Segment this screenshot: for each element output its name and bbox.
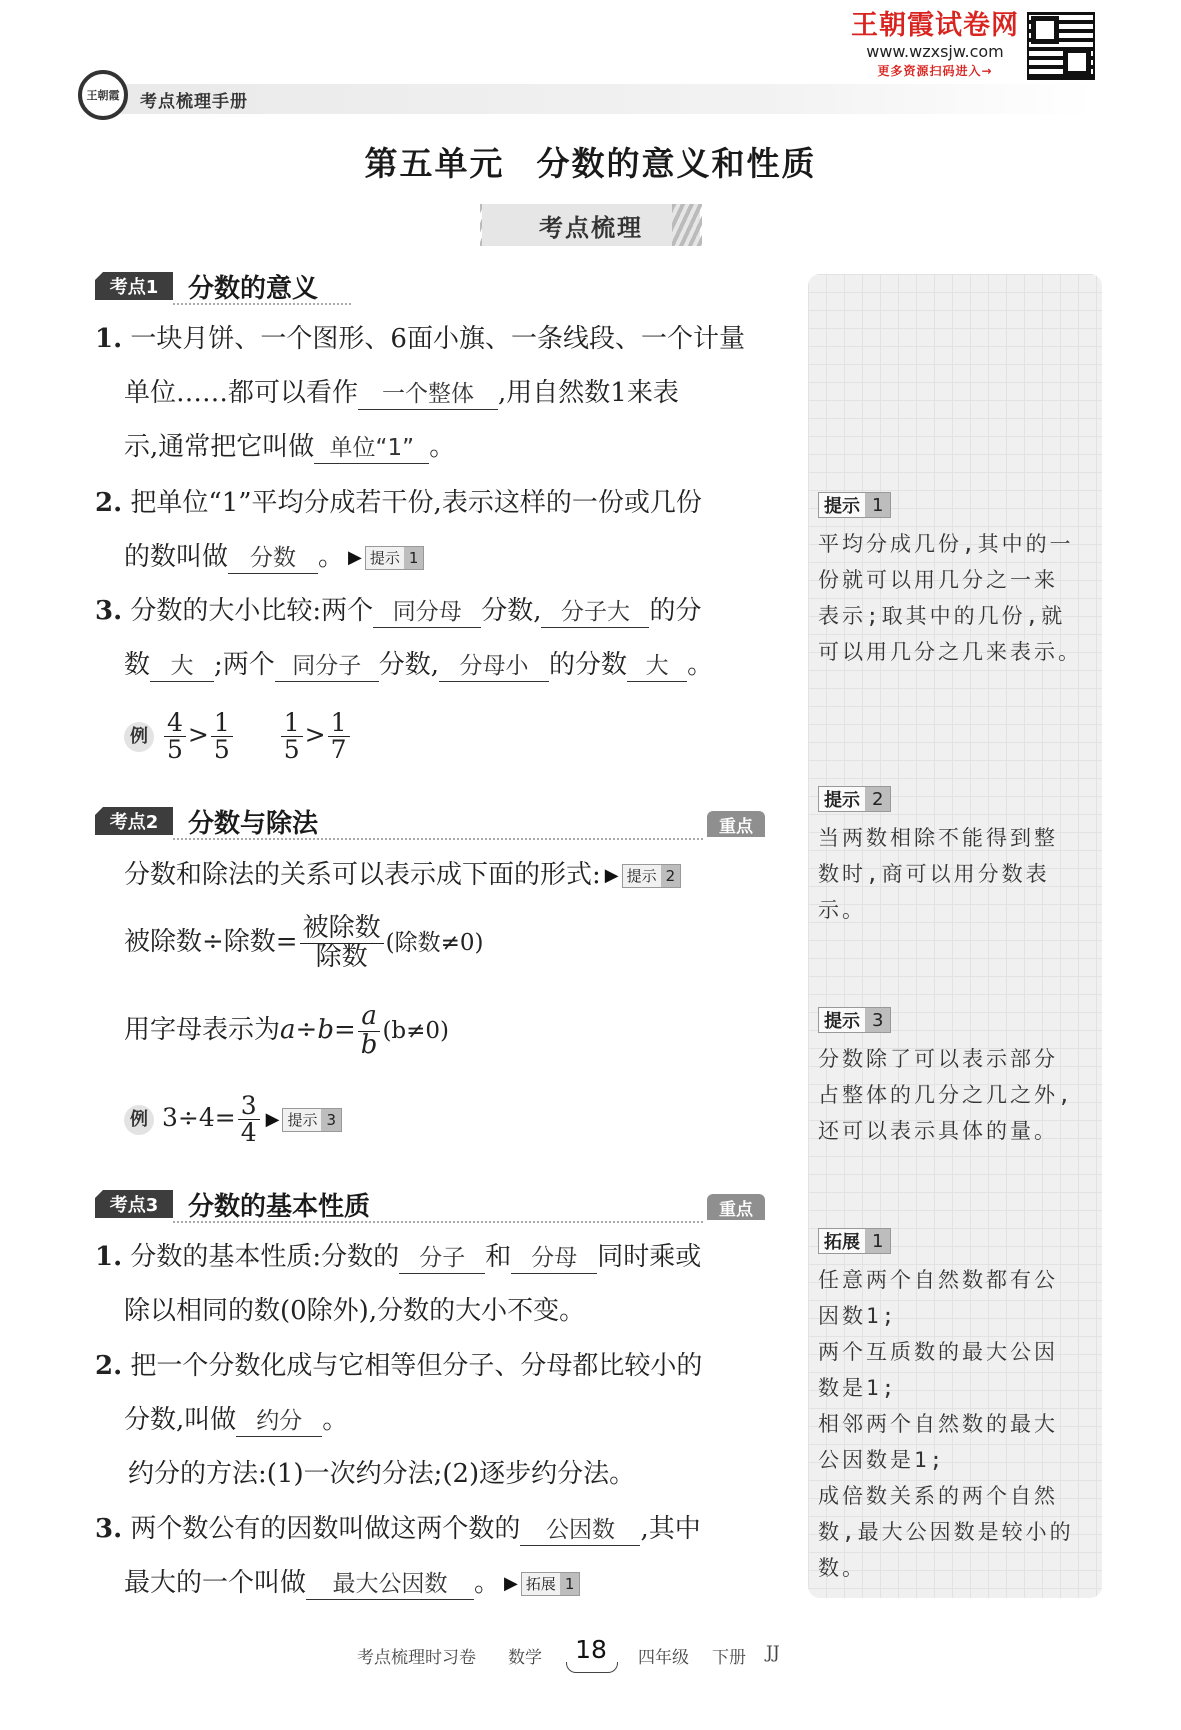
ref-number: 1 — [560, 1573, 580, 1595]
page-number: 18 — [566, 1635, 616, 1673]
topic-name: 分数与除法 — [188, 809, 319, 839]
numerator: 1 — [328, 710, 350, 737]
text: 和 — [485, 1242, 512, 1272]
key-point-badge: 重点 — [707, 811, 765, 837]
c1-example — [124, 706, 352, 764]
text: 。 — [429, 432, 456, 462]
footer-edition: JJ — [766, 1643, 780, 1663]
topic-name: 分数的基本性质 — [188, 1192, 371, 1222]
c3-line-2: 除以相同的数(0除外),分数的大小不变。 — [124, 1296, 586, 1326]
answer-blank: 大 — [150, 651, 214, 682]
denominator: 5 — [213, 735, 230, 764]
numerator: 被除数 — [300, 915, 384, 943]
denominator: 4 — [240, 1118, 257, 1147]
ref-label: 拓展 — [525, 1575, 556, 1593]
qr-code-icon[interactable] — [1027, 12, 1095, 80]
c3-line-5: 约分的方法:(1)一次约分法;(2)逐步约分法。 — [128, 1459, 636, 1489]
text: 分数, — [481, 596, 542, 626]
c2-line-1 — [124, 858, 681, 893]
ref-label: 提示 — [369, 549, 400, 567]
play-arrow-icon: ▶ — [504, 1573, 518, 1594]
hint-body — [818, 1041, 1098, 1149]
hint-line: 成倍数关系的两个自然 — [818, 1484, 1058, 1508]
denominator: 除数 — [315, 941, 368, 972]
hint-label: 拓展 — [824, 1232, 860, 1253]
text: (b≠0) — [382, 1018, 450, 1044]
topic-rule — [173, 303, 351, 305]
topic-tag: 考点3 — [95, 1190, 173, 1218]
gt-sign: > — [187, 720, 209, 749]
c3-line-6 — [95, 1512, 701, 1546]
var-a: a — [280, 1015, 296, 1045]
c1-line-3 — [124, 430, 455, 464]
hint-body — [818, 820, 1098, 928]
ref-pill[interactable] — [365, 546, 425, 570]
text: 的数叫做 — [124, 542, 229, 572]
text: 把单位“1”平均分成若干份,表示这样的一份或几份 — [130, 488, 702, 518]
ref-pill[interactable] — [521, 1572, 581, 1596]
text: 单位……都可以看作 — [124, 378, 359, 408]
text: 被除数÷除数= — [124, 927, 298, 957]
denominator: 5 — [283, 735, 300, 764]
ref-pill[interactable] — [622, 864, 682, 888]
hint-line: 示。 — [818, 898, 866, 922]
answer-blank: 公因数 — [520, 1515, 640, 1546]
c1-line-5 — [124, 540, 424, 575]
hint-line: 两个互质数的最大公因 — [818, 1340, 1058, 1364]
topic-heading-1 — [95, 272, 351, 306]
eq-sign: = — [333, 1015, 356, 1045]
answer-blank: 分子 — [399, 1243, 485, 1274]
item-number: 3. — [95, 596, 123, 626]
ref-number: 1 — [404, 547, 424, 569]
hint-number: 1 — [865, 493, 890, 517]
ref-pill[interactable] — [282, 1108, 342, 1132]
text: 分数,叫做 — [124, 1405, 237, 1435]
fraction — [281, 707, 303, 764]
text: 。 — [322, 1405, 349, 1435]
fraction — [328, 707, 350, 764]
text: 分数的基本性质:分数的 — [130, 1242, 400, 1272]
ref-number: 3 — [321, 1109, 341, 1131]
text: 。 — [318, 542, 345, 572]
hint-line: 还可以表示具体的量。 — [818, 1119, 1058, 1143]
text: 分数的大小比较:两个 — [130, 596, 374, 626]
footer-grade: 四年级 — [638, 1648, 689, 1668]
item-number: 2. — [95, 488, 123, 518]
div-sign: ÷ — [295, 1015, 318, 1045]
hint-body — [818, 526, 1098, 670]
item-number: 1. — [95, 1242, 123, 1272]
topic-heading-3 — [95, 1190, 765, 1224]
numerator: 3 — [238, 1093, 260, 1120]
hint-line: 分数除了可以表示部分 — [818, 1047, 1058, 1071]
hint-header — [818, 1228, 891, 1254]
hint-line: 份就可以用几分之一来 — [818, 568, 1058, 592]
text: ,用自然数1来表 — [498, 378, 679, 408]
hint-line: 表示;取其中的几份,就 — [818, 604, 1066, 628]
ref-number: 2 — [661, 865, 681, 887]
denominator: b — [360, 1029, 378, 1060]
footer-volume: 下册 — [712, 1648, 746, 1668]
page-footer — [0, 1635, 1181, 1675]
page-title — [0, 138, 1181, 185]
hint-ref-3[interactable] — [266, 1087, 342, 1153]
denominator: 7 — [330, 735, 347, 764]
numerator: 4 — [164, 710, 186, 737]
c1-line-7 — [124, 648, 713, 682]
topic-tag: 考点1 — [95, 272, 173, 300]
topic-heading-2 — [95, 807, 765, 841]
fraction — [164, 707, 186, 764]
text: 分数, — [378, 650, 440, 680]
example-badge: 例 — [124, 722, 154, 752]
gt-sign: > — [304, 720, 326, 749]
var-b: b — [317, 1015, 334, 1045]
hint-line: 可以用几分之几来表示。 — [818, 640, 1082, 664]
hint-line: 任意两个自然数都有公 — [818, 1268, 1058, 1292]
answer-blank: 大 — [627, 651, 687, 682]
topic-tag: 考点2 — [95, 807, 173, 835]
hint-header — [818, 1007, 891, 1033]
text: 数 — [124, 650, 151, 680]
c3-line-1 — [95, 1240, 701, 1274]
text: 最大的一个叫做 — [124, 1568, 307, 1598]
answer-blank: 约分 — [236, 1406, 322, 1437]
ref-label: 提示 — [287, 1110, 318, 1129]
hint-line: 平均分成几份,其中的一 — [818, 532, 1074, 556]
hint-label: 提示 — [824, 496, 860, 517]
answer-blank: 同分子 — [275, 651, 379, 682]
key-point-badge: 重点 — [707, 1194, 765, 1220]
text: 把一个分数化成与它相等但分子、分母都比较小的 — [130, 1351, 703, 1381]
answer-blank: 同分母 — [373, 597, 481, 628]
item-number: 1. — [95, 324, 123, 354]
unit-number: 第五单元 — [364, 144, 505, 183]
text: 。 — [687, 650, 714, 680]
sidebar-hint-2 — [818, 786, 1098, 928]
play-arrow-icon: ▶ — [604, 865, 619, 886]
unit-name: 分数的意义和性质 — [536, 144, 817, 183]
c1-line-6 — [95, 594, 701, 628]
watermark-url[interactable]: www.wzxsjw.com — [866, 42, 1004, 61]
hint-line: 数。 — [818, 1556, 866, 1580]
hint-line: 当两数相除不能得到整 — [818, 826, 1058, 850]
hint-line: 数,最大公因数是较小的 — [818, 1520, 1074, 1544]
hint-line: 因数1; — [818, 1304, 898, 1328]
hint-line: 公因数是1; — [818, 1448, 946, 1472]
watermark-more: 更多资源扫码进入→ — [877, 64, 993, 78]
sidebar-hint-3 — [818, 1007, 1098, 1149]
hint-ref-1[interactable] — [348, 541, 424, 575]
answer-blank: 单位“1” — [314, 433, 429, 464]
hint-header — [818, 786, 891, 812]
c2-line-3 — [124, 995, 449, 1066]
hint-label: 提示 — [824, 1011, 860, 1032]
play-arrow-icon: ▶ — [265, 1108, 280, 1130]
hint-line: 占整体的几分之几之外, — [818, 1083, 1074, 1107]
sidebar-hint-1 — [818, 492, 1098, 670]
c2-example — [124, 1085, 342, 1153]
logo-text: 王朝霞 — [86, 89, 120, 102]
numerator: a — [358, 1003, 380, 1031]
example-badge: 例 — [124, 1105, 154, 1135]
hint-label: 提示 — [824, 790, 860, 811]
hint-number: 3 — [865, 1008, 890, 1032]
section-banner: 考点梳理 — [482, 204, 700, 246]
publisher-logo — [78, 70, 128, 120]
topic-rule — [173, 838, 703, 840]
answer-blank: 分子大 — [541, 597, 649, 628]
numerator: 1 — [281, 710, 303, 737]
watermark-brand: 王朝霞试卷网 — [851, 10, 1019, 41]
text: 一块月饼、一个图形、6面小旗、一条线段、一个计量 — [130, 324, 745, 354]
fraction — [211, 707, 233, 764]
play-arrow-icon: ▶ — [348, 547, 362, 568]
numerator: 1 — [211, 710, 233, 737]
answer-blank: 一个整体 — [358, 379, 498, 410]
hint-number: 1 — [865, 1229, 890, 1253]
text: 的分数 — [549, 650, 628, 680]
text: ,其中 — [640, 1514, 701, 1544]
c1-line-1 — [95, 322, 745, 356]
c2-line-2 — [124, 902, 483, 983]
fraction — [238, 1090, 260, 1147]
hint-line: 数时,商可以用分数表 — [818, 862, 1050, 886]
c1-line-2 — [124, 376, 679, 410]
answer-blank: 分数 — [228, 543, 318, 574]
hint-body — [818, 1262, 1098, 1586]
banner-stripes-right — [672, 204, 702, 246]
footer-series: 考点梳理时习卷 — [357, 1648, 476, 1668]
item-number: 2. — [95, 1351, 123, 1381]
text: 用字母表示为 — [124, 1015, 281, 1045]
c3-line-7 — [124, 1566, 580, 1601]
extension-ref-1[interactable] — [504, 1567, 580, 1601]
topic-name: 分数的意义 — [188, 274, 319, 304]
topic-rule — [173, 1221, 703, 1223]
text: 同时乘或 — [597, 1242, 702, 1272]
ref-label: 提示 — [626, 867, 657, 885]
answer-blank: 最大公因数 — [306, 1569, 474, 1600]
c3-line-4 — [124, 1403, 348, 1437]
text: 两个数公有的因数叫做这两个数的 — [130, 1514, 521, 1544]
fraction — [358, 1003, 381, 1059]
hint-ref-2[interactable] — [605, 859, 681, 893]
hint-line: 数是1; — [818, 1376, 898, 1400]
hint-number: 2 — [865, 787, 890, 811]
text: 分数和除法的关系可以表示成下面的形式: — [124, 860, 601, 890]
text: 的分 — [649, 596, 702, 626]
c1-line-4 — [95, 486, 702, 520]
text: 3÷4= — [162, 1103, 236, 1132]
text: 示,通常把它叫做 — [124, 432, 315, 462]
hint-line: 相邻两个自然数的最大 — [818, 1412, 1058, 1436]
watermark[interactable] — [850, 10, 1020, 80]
fraction — [300, 915, 384, 971]
hint-header — [818, 492, 891, 518]
c3-line-3 — [95, 1349, 702, 1383]
text: ;两个 — [214, 650, 275, 680]
denominator: 5 — [167, 735, 183, 764]
item-number: 3. — [95, 1514, 123, 1544]
sidebar-extension-1 — [818, 1228, 1098, 1586]
text: (除数≠0) — [385, 930, 484, 956]
text: 。 — [474, 1568, 501, 1598]
handbook-label: 考点梳理手册 — [140, 92, 248, 112]
footer-subject: 数学 — [508, 1648, 542, 1668]
answer-blank: 分母小 — [439, 651, 549, 682]
answer-blank: 分母 — [511, 1243, 597, 1274]
